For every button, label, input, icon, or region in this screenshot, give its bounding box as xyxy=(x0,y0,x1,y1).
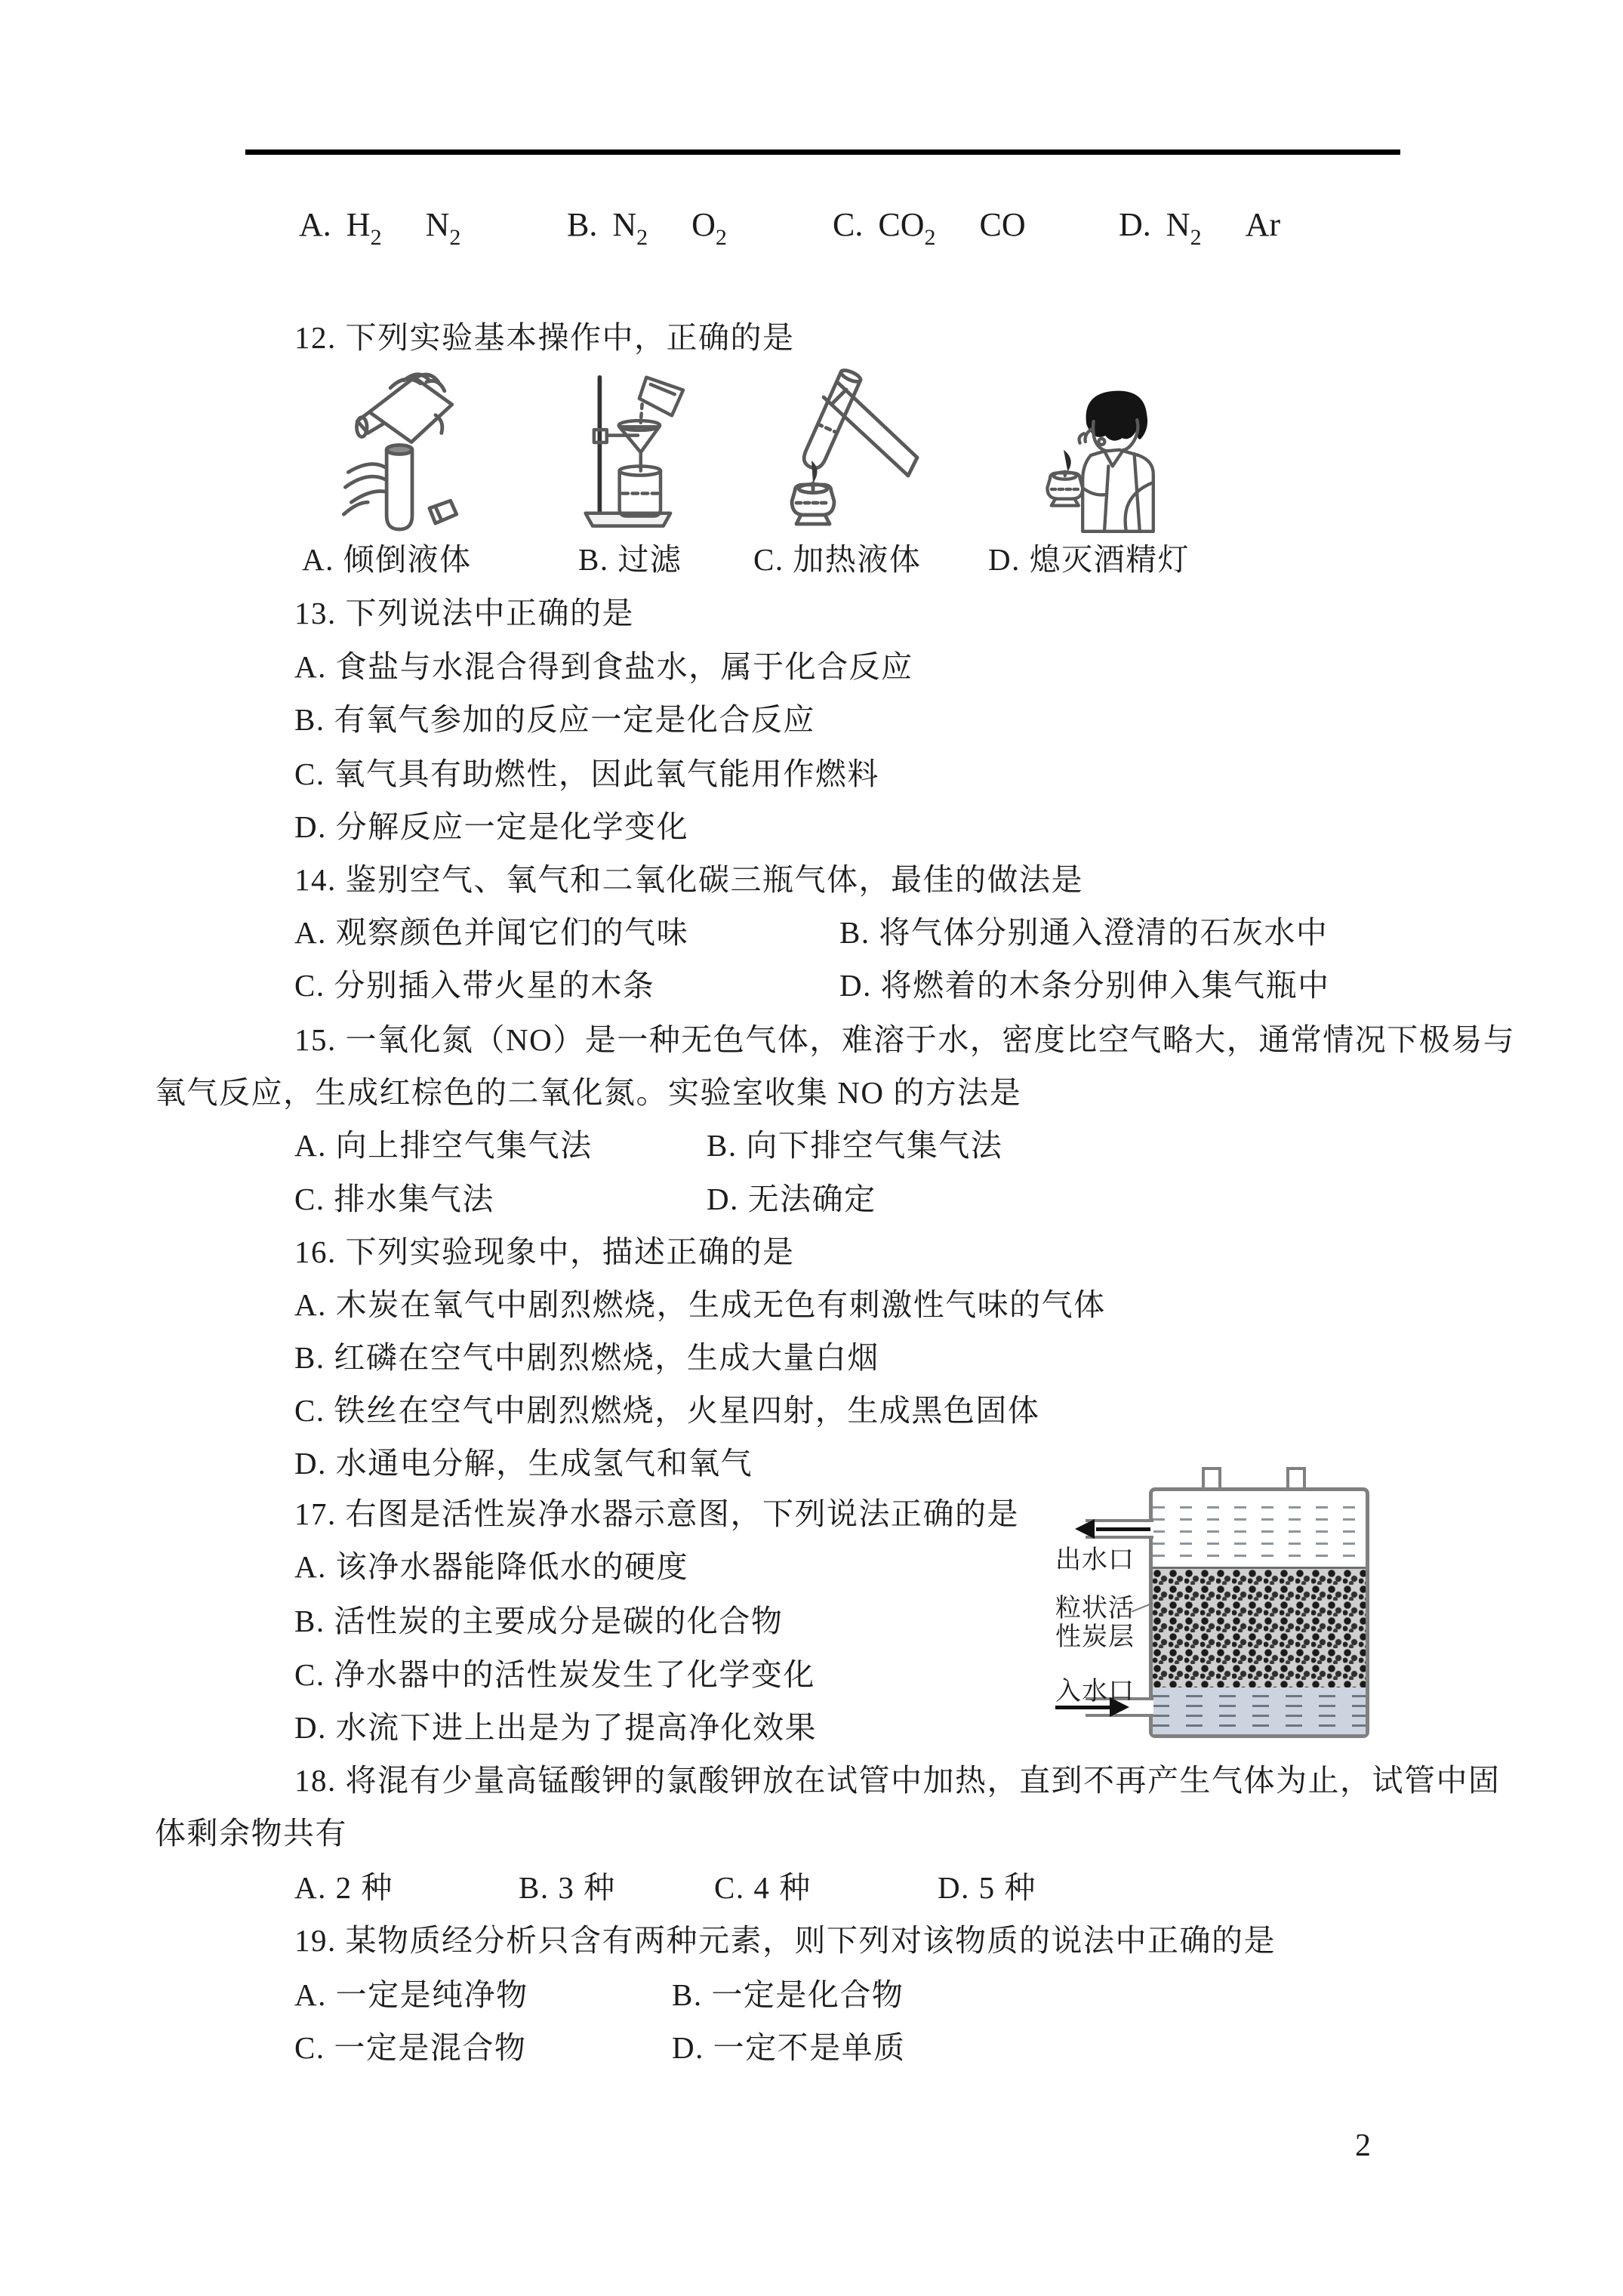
q11-option-c-formula1: $CO_2$ xyxy=(878,206,936,250)
q15-option-b: B. 向下排空气集气法 xyxy=(707,1128,1003,1163)
q18-stem-line1: 18. 将混有少量高锰酸钾的氯酸钾放在试管中加热，直到不再产生气体为止，试管中固 xyxy=(294,1763,1501,1798)
q18-option-a: A. 2 种 xyxy=(294,1870,393,1905)
q11-option-d-formula2: Ar xyxy=(1245,206,1280,243)
q11-option-d-label: D. xyxy=(1119,206,1151,243)
q11-option-d-formula1: $N_2$ xyxy=(1166,206,1202,250)
q18-option-b: B. 3 种 xyxy=(519,1870,616,1905)
q16-option-c: C. 铁丝在空气中剧烈燃烧，火星四射，生成黑色固体 xyxy=(294,1393,1040,1428)
q16-option-b: B. 红磷在空气中剧烈燃烧，生成大量白烟 xyxy=(294,1340,879,1375)
heat-liquid-icon xyxy=(766,364,932,530)
q17-option-d: D. 水流下进上出是为了提高净化效果 xyxy=(294,1710,818,1745)
pour-liquid-figure xyxy=(336,364,487,541)
q11-option-c xyxy=(833,205,1026,251)
extinguish-lamp-icon xyxy=(1023,387,1159,538)
q12-caption-c: C. 加热液体 xyxy=(753,542,922,577)
purifier-clear-water-layer xyxy=(1153,1502,1366,1567)
purifier-carbon-layer xyxy=(1153,1567,1366,1690)
q12-caption-d: D. 熄灭酒精灯 xyxy=(988,542,1190,577)
q16-option-d: D. 水通电分解，生成氢气和氧气 xyxy=(294,1446,753,1481)
q11-option-b-formula2: $O_2$ xyxy=(691,206,727,250)
q11-option-c-label: C. xyxy=(833,206,864,243)
filtration-figure xyxy=(581,368,694,540)
purifier-inlet-water-layer xyxy=(1153,1687,1366,1734)
q19-option-a: A. 一定是纯净物 xyxy=(294,1977,528,2012)
q17-option-b: B. 活性炭的主要成分是碳的化合物 xyxy=(294,1604,784,1638)
filtration-icon xyxy=(581,368,694,540)
q13-option-c: C. 氧气具有助燃性，因此氧气能用作燃料 xyxy=(294,757,879,791)
heat-liquid-figure xyxy=(766,364,932,530)
q18-stem-line2: 体剩余物共有 xyxy=(155,1816,347,1851)
q17-option-c: C. 净水器中的活性炭发生了化学变化 xyxy=(294,1657,815,1692)
q11-option-c-formula2: CO xyxy=(979,206,1026,243)
q14-option-b: B. 将气体分别通入澄清的石灰水中 xyxy=(839,915,1329,950)
q11-option-b-label: B. xyxy=(567,206,598,243)
q11-option-b xyxy=(567,205,727,251)
q16-option-a: A. 木炭在氧气中剧烈燃烧，生成无色有刺激性气味的气体 xyxy=(294,1287,1106,1322)
q19-stem: 19. 某物质经分析只含有两种元素，则下列对该物质的说法中正确的是 xyxy=(294,1923,1276,1958)
q19-option-d: D. 一定不是单质 xyxy=(672,2030,906,2065)
q14-option-a: A. 观察颜色并闻它们的气味 xyxy=(294,915,689,950)
purifier-carbon-label-line1: 粒状活 xyxy=(1055,1595,1135,1623)
q19-option-b: B. 一定是化合物 xyxy=(672,1977,904,2012)
q11-option-a xyxy=(299,205,460,251)
q12-caption-b: B. 过滤 xyxy=(578,542,682,577)
q17-stem: 17. 右图是活性炭净水器示意图，下列说法正确的是 xyxy=(294,1496,1019,1531)
q15-option-a: A. 向上排空气集气法 xyxy=(294,1128,593,1163)
q12-caption-a: A. 倾倒液体 xyxy=(302,542,472,577)
q16-stem: 16. 下列实验现象中，描述正确的是 xyxy=(294,1234,795,1269)
outlet-arrow-left-icon xyxy=(1075,1519,1095,1539)
extinguish-lamp-figure xyxy=(1023,387,1159,538)
q17-option-a: A. 该净水器能降低水的硬度 xyxy=(294,1549,689,1584)
page-number: 2 xyxy=(1355,2128,1371,2163)
water-purifier-figure xyxy=(1149,1487,1369,1738)
q15-option-d: D. 无法确定 xyxy=(707,1182,876,1216)
q15-option-c: C. 排水集气法 xyxy=(294,1182,494,1216)
q11-option-a-formula1: $H_2$ xyxy=(346,206,382,250)
q13-option-a: A. 食盐与水混合得到食盐水，属于化合反应 xyxy=(294,649,913,684)
header-rule xyxy=(245,149,1400,155)
q19-option-c: C. 一定是混合物 xyxy=(294,2030,527,2065)
q14-option-c: C. 分别插入带火星的木条 xyxy=(294,968,655,1003)
outlet-arrow-shaft xyxy=(1096,1527,1150,1531)
purifier-outlet-label: 出水口 xyxy=(1055,1546,1135,1574)
q14-option-d: D. 将燃着的木条分别伸入集气瓶中 xyxy=(839,968,1330,1003)
q13-option-d: D. 分解反应一定是化学变化 xyxy=(294,809,689,844)
q15-stem-line2: 氧气反应，生成红棕色的二氧化氮。实验室收集 NO 的方法是 xyxy=(155,1075,1022,1110)
purifier-inlet-label: 入水口 xyxy=(1055,1678,1135,1706)
q13-stem: 13. 下列说法中正确的是 xyxy=(294,596,634,630)
q11-option-b-formula1: $N_2$ xyxy=(612,206,648,250)
q15-stem-line1: 15. 一氧化氮（NO）是一种无色气体，难溶于水，密度比空气略大，通常情况下极易与 xyxy=(294,1022,1516,1057)
q11-option-a-label: A. xyxy=(299,206,331,243)
q14-stem: 14. 鉴别空气、氧气和二氧化碳三瓶气体，最佳的做法是 xyxy=(294,862,1083,897)
pour-liquid-icon xyxy=(336,364,487,541)
q13-option-b: B. 有氧气参加的反应一定是化合反应 xyxy=(294,702,815,737)
q11-option-a-formula2: $N_2$ xyxy=(425,206,461,250)
q11-option-d xyxy=(1119,205,1280,251)
q18-option-d: D. 5 种 xyxy=(938,1870,1036,1905)
q18-option-c: C. 4 种 xyxy=(714,1870,812,1905)
q12-stem: 12. 下列实验基本操作中，正确的是 xyxy=(294,320,795,355)
purifier-carbon-label-line2: 性炭层 xyxy=(1055,1623,1135,1651)
q11-options-row xyxy=(0,205,1623,258)
